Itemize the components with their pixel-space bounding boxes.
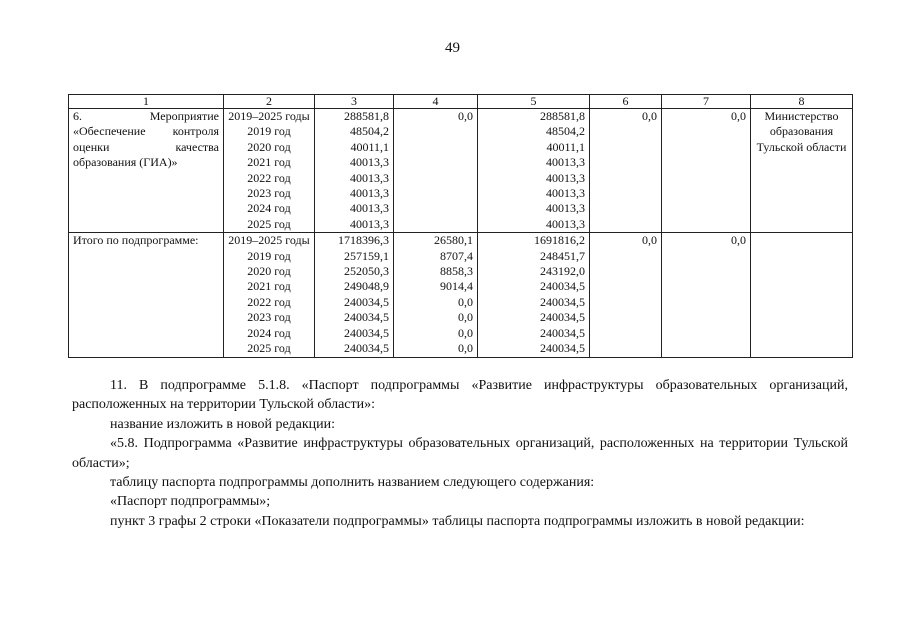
cell-line: 40013,3 <box>546 216 585 231</box>
paragraph: таблицу паспорта подпрограммы дополнить названием следующего содержания: <box>110 475 595 491</box>
cell-line: 40013,3 <box>350 170 389 185</box>
table-row <box>69 233 853 357</box>
cell-line: 288581,8 <box>344 109 389 123</box>
extrabudget-cell <box>662 233 751 357</box>
cell-line: 243192,0 <box>540 264 585 279</box>
cell-line: 0,0 <box>458 310 473 325</box>
cell-line: образования (ГИА)» <box>73 155 178 170</box>
column-header: 4 <box>394 95 478 109</box>
federal-budget-cell <box>394 233 478 357</box>
cell-line: Итого по подпрограмме: <box>73 233 199 248</box>
cell-line: 2019 год <box>247 124 291 139</box>
cell-line: 2023 год <box>247 310 291 325</box>
cell-line: Тульской области <box>756 139 847 154</box>
cell-line: 8707,4 <box>440 248 473 263</box>
cell-line: 240034,5 <box>344 310 389 325</box>
cell-line: 40013,3 <box>546 186 585 201</box>
cell-line: 2021 год <box>247 155 291 170</box>
cell-line: 2021 год <box>247 279 291 294</box>
column-header: 2 <box>224 95 315 109</box>
cell-line: 0,0 <box>642 233 657 248</box>
cell-line: 2023 год <box>247 186 291 201</box>
paragraph: «Паспорт подпрограммы»; <box>110 494 271 510</box>
page-number: 49 <box>445 40 460 56</box>
cell-line: 240034,5 <box>540 294 585 309</box>
cell-line: 252050,3 <box>344 264 389 279</box>
cell-line: 240034,5 <box>540 310 585 325</box>
cell-line: 0,0 <box>458 109 473 123</box>
cell-line: 9014,4 <box>440 279 473 294</box>
local-budget-cell <box>590 233 662 357</box>
regional-budget-cell <box>478 233 590 357</box>
executor-cell <box>751 233 853 357</box>
paragraph: пункт 3 графы 2 строки «Показатели подпрограммы» таблицы паспорта подпрограммы изложить в новой редакции: <box>110 513 805 529</box>
cell-line: образования <box>769 124 834 139</box>
cell-line: 0,0 <box>458 325 473 340</box>
cell-line: 248451,7 <box>540 248 585 263</box>
executor-cell <box>751 109 853 233</box>
cell-line: 2019 год <box>247 248 291 263</box>
cell-line: «Обеспечение контроля <box>73 124 219 139</box>
cell-line: 40013,3 <box>350 201 389 216</box>
cell-line: 40013,3 <box>350 186 389 201</box>
cell-line: Министерство <box>764 109 839 123</box>
table-row <box>69 109 853 233</box>
cell-line: 2024 год <box>247 201 291 216</box>
cell-line: 2024 год <box>247 325 291 340</box>
body-text <box>72 376 848 531</box>
cell-line: 40011,1 <box>350 139 389 154</box>
extrabudget-cell <box>662 109 751 233</box>
column-header: 5 <box>478 95 590 109</box>
cell-line: 240034,5 <box>540 341 585 356</box>
cell-line: 0,0 <box>731 233 746 248</box>
paragraph: 11. В подпрограмме 5.1.8. «Паспорт подпрограммы «Развитие инфраструктуры образовательных организаций, расположенных на территории Тульской области»: <box>72 378 848 413</box>
paragraph: название изложить в новой редакции: <box>110 416 336 432</box>
table-header-row <box>69 95 853 109</box>
cell-line: 257159,1 <box>344 248 389 263</box>
cell-line: 40011,1 <box>546 139 585 154</box>
cell-line: 2019–2025 годы <box>228 109 310 123</box>
cell-line: оценки качества <box>73 139 219 154</box>
cell-line: 2020 год <box>247 139 291 154</box>
cell-line: 1718396,3 <box>338 233 389 248</box>
cell-line: 0,0 <box>458 294 473 309</box>
cell-line: 2025 год <box>247 341 291 356</box>
federal-budget-cell <box>394 109 478 233</box>
cell-line: 2020 год <box>247 264 291 279</box>
cell-line: 240034,5 <box>344 325 389 340</box>
total-label-cell <box>69 233 224 357</box>
budget-table <box>68 94 853 358</box>
regional-budget-cell <box>478 109 590 233</box>
total-funding-cell <box>315 109 394 233</box>
local-budget-cell <box>590 109 662 233</box>
cell-line: 26580,1 <box>434 233 473 248</box>
cell-line: 48504,2 <box>546 124 585 139</box>
cell-line: 2022 год <box>247 294 291 309</box>
cell-line: 40013,3 <box>546 170 585 185</box>
column-header: 8 <box>751 95 853 109</box>
cell-line: 1691816,2 <box>534 233 585 248</box>
cell-line: 240034,5 <box>344 294 389 309</box>
column-header: 6 <box>590 95 662 109</box>
cell-line: 2025 год <box>247 216 291 231</box>
cell-line: 8858,3 <box>440 264 473 279</box>
total-funding-cell <box>315 233 394 357</box>
cell-line: 40013,3 <box>350 216 389 231</box>
cell-line: 2019–2025 годы <box>228 233 310 248</box>
column-header: 3 <box>315 95 394 109</box>
years-cell <box>224 233 315 357</box>
cell-line: 249048,9 <box>344 279 389 294</box>
cell-line: 2022 год <box>247 170 291 185</box>
cell-line: 40013,3 <box>350 155 389 170</box>
cell-line: 240034,5 <box>540 279 585 294</box>
cell-line: 240034,5 <box>344 341 389 356</box>
cell-line: 240034,5 <box>540 325 585 340</box>
cell-line: 40013,3 <box>546 201 585 216</box>
column-header: 1 <box>69 95 224 109</box>
years-cell <box>224 109 315 233</box>
cell-line: 6. Мероприятие <box>73 109 219 123</box>
cell-line: 0,0 <box>458 341 473 356</box>
cell-line: 0,0 <box>642 109 657 123</box>
paragraph: «5.8. Подпрограмма «Развитие инфраструктуры образовательных организаций, расположенных на территории Тульской области»; <box>72 436 848 471</box>
measure-name-cell <box>69 109 224 233</box>
cell-line: 48504,2 <box>350 124 389 139</box>
cell-line: 40013,3 <box>546 155 585 170</box>
column-header: 7 <box>662 95 751 109</box>
cell-line: 0,0 <box>731 109 746 123</box>
cell-line: 288581,8 <box>540 109 585 123</box>
